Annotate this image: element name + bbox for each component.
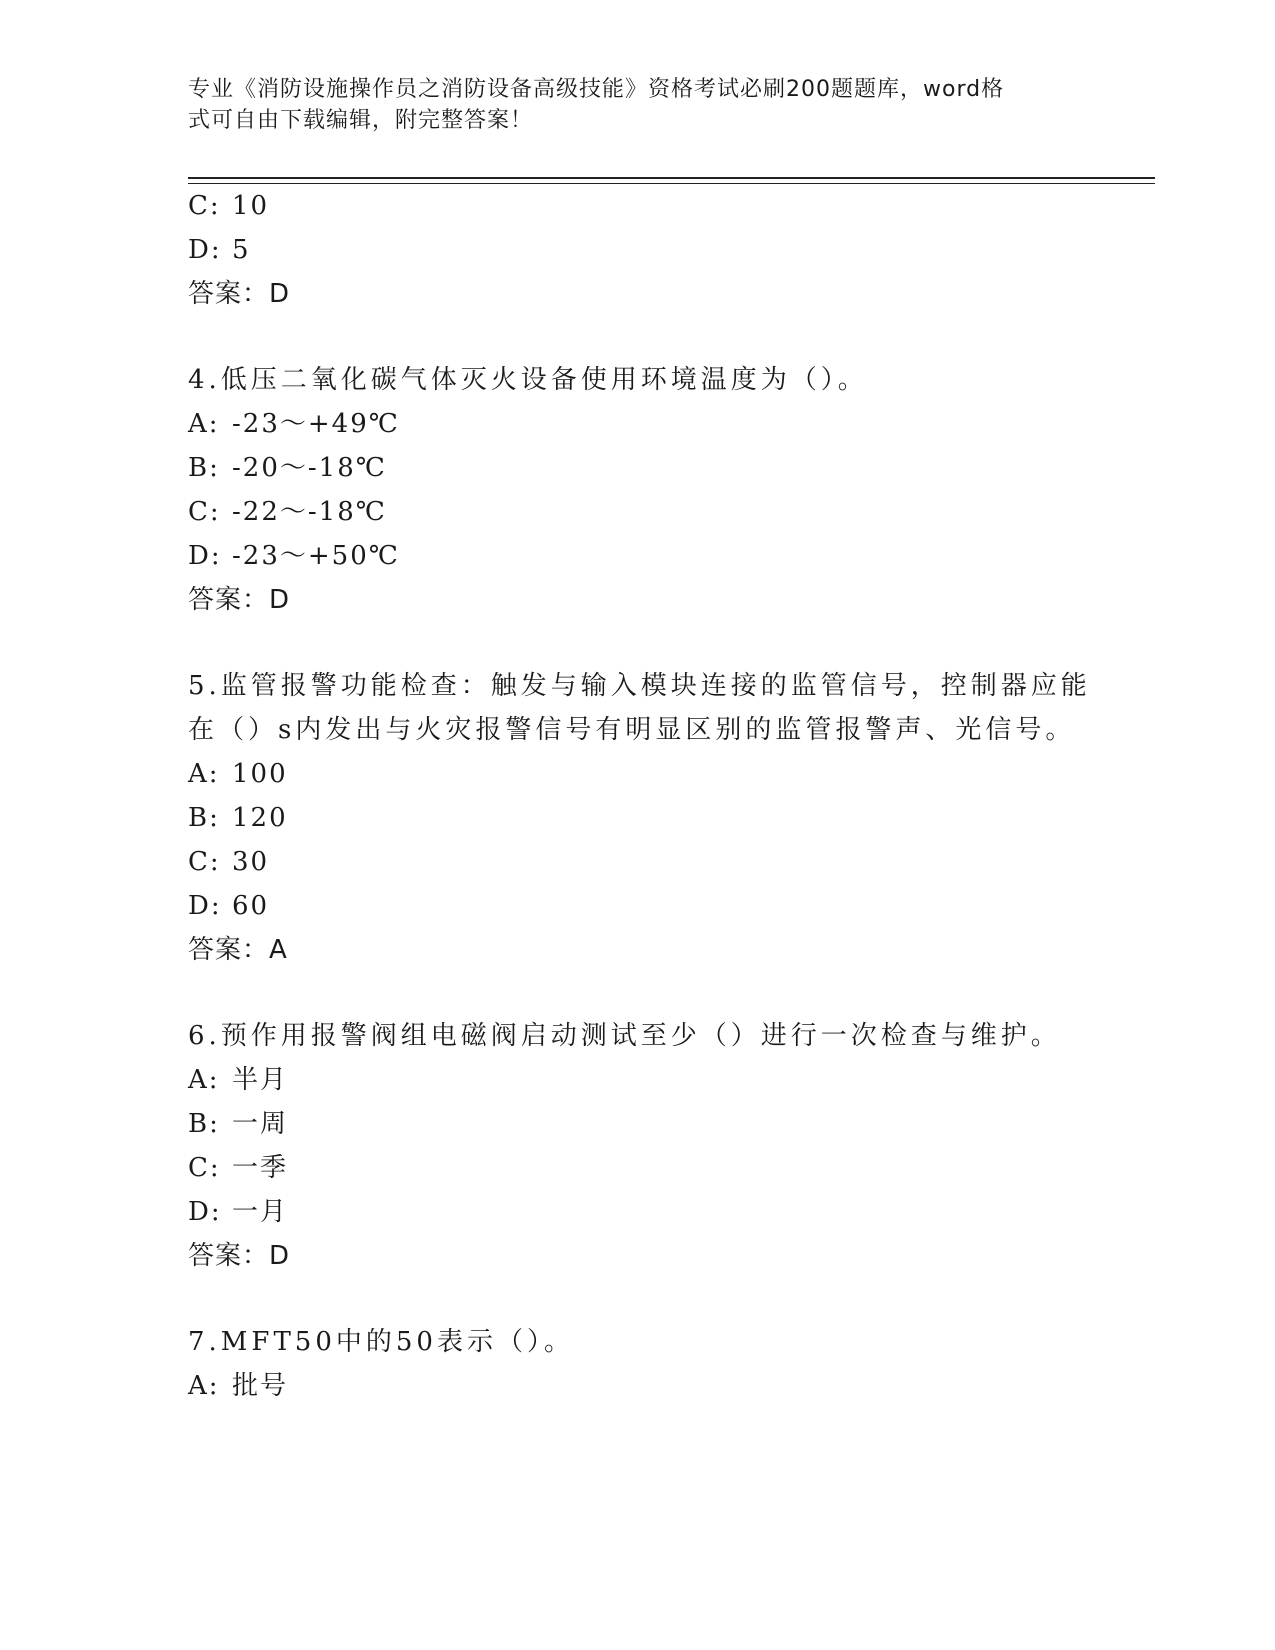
option-text: 120	[232, 803, 288, 833]
q4-option-b	[188, 452, 387, 484]
q3-option-c	[188, 190, 269, 222]
option-label: D:	[188, 891, 222, 921]
option-label: B:	[188, 1109, 220, 1139]
option-text: 一月	[232, 1197, 289, 1227]
q5-question-line-2: 在（）s内发出与火灾报警信号有明显区别的监管报警声、光信号。	[188, 715, 1076, 745]
q4-option-c	[188, 496, 387, 528]
q6-option-c	[188, 1152, 288, 1184]
q5-option-d	[188, 890, 269, 922]
option-text: 60	[232, 891, 270, 921]
option-text: 10	[232, 191, 270, 221]
option-text: 一周	[232, 1109, 289, 1139]
option-label: C:	[188, 1153, 221, 1183]
option-label: A:	[188, 409, 220, 439]
q7-option-a	[188, 1370, 288, 1402]
option-label: A:	[188, 1065, 220, 1095]
q6-option-b	[188, 1108, 288, 1140]
option-text: 30	[232, 847, 270, 877]
q7-question: 7.MFT50中的50表示（）。	[188, 1327, 574, 1357]
q4-option-a	[188, 408, 400, 440]
q3-answer: 答案：D	[188, 279, 291, 309]
q6-option-a	[188, 1064, 288, 1096]
option-label: B:	[188, 803, 220, 833]
option-label: B:	[188, 453, 220, 483]
option-label: C:	[188, 497, 221, 527]
option-text: -23～+50℃	[232, 541, 400, 571]
option-label: A:	[188, 759, 220, 789]
q5-question-line-1: 5.监管报警功能检查：触发与输入模块连接的监管信号，控制器应能	[188, 671, 1091, 701]
option-text: 5	[232, 235, 251, 265]
q4-option-d	[188, 540, 400, 572]
option-label: D:	[188, 1197, 222, 1227]
option-text: -23～+49℃	[232, 409, 400, 439]
q5-option-a	[188, 758, 288, 790]
option-label: D:	[188, 541, 222, 571]
header-divider-thin	[188, 183, 1155, 184]
document-header	[188, 74, 1068, 136]
option-text: 一季	[232, 1153, 289, 1183]
q4-answer: 答案：D	[188, 585, 291, 615]
option-text: -20～-18℃	[232, 453, 387, 483]
option-label: A:	[188, 1371, 220, 1401]
option-text: -22～-18℃	[232, 497, 387, 527]
q6-question: 6.预作用报警阀组电磁阀启动测试至少（）进行一次检查与维护。	[188, 1021, 1061, 1051]
q3-option-d	[188, 234, 251, 266]
header-line-2: 式可自由下载编辑，附完整答案！	[188, 108, 534, 133]
header-line-1: 专业《消防设施操作员之消防设备高级技能》资格考试必刷200题题库，word格	[188, 77, 1005, 102]
q6-answer: 答案：D	[188, 1241, 291, 1271]
option-label: C:	[188, 847, 221, 877]
option-text: 100	[232, 759, 288, 789]
option-text: 批号	[232, 1371, 289, 1401]
option-label: C:	[188, 191, 221, 221]
q4-question: 4.低压二氧化碳气体灭火设备使用环境温度为（）。	[188, 365, 868, 395]
q5-answer: 答案：A	[188, 935, 288, 965]
q5-option-b	[188, 802, 288, 834]
q5-option-c	[188, 846, 269, 878]
option-label: D:	[188, 235, 222, 265]
header-divider-thick	[188, 177, 1155, 179]
q6-option-d	[188, 1196, 288, 1228]
option-text: 半月	[232, 1065, 289, 1095]
